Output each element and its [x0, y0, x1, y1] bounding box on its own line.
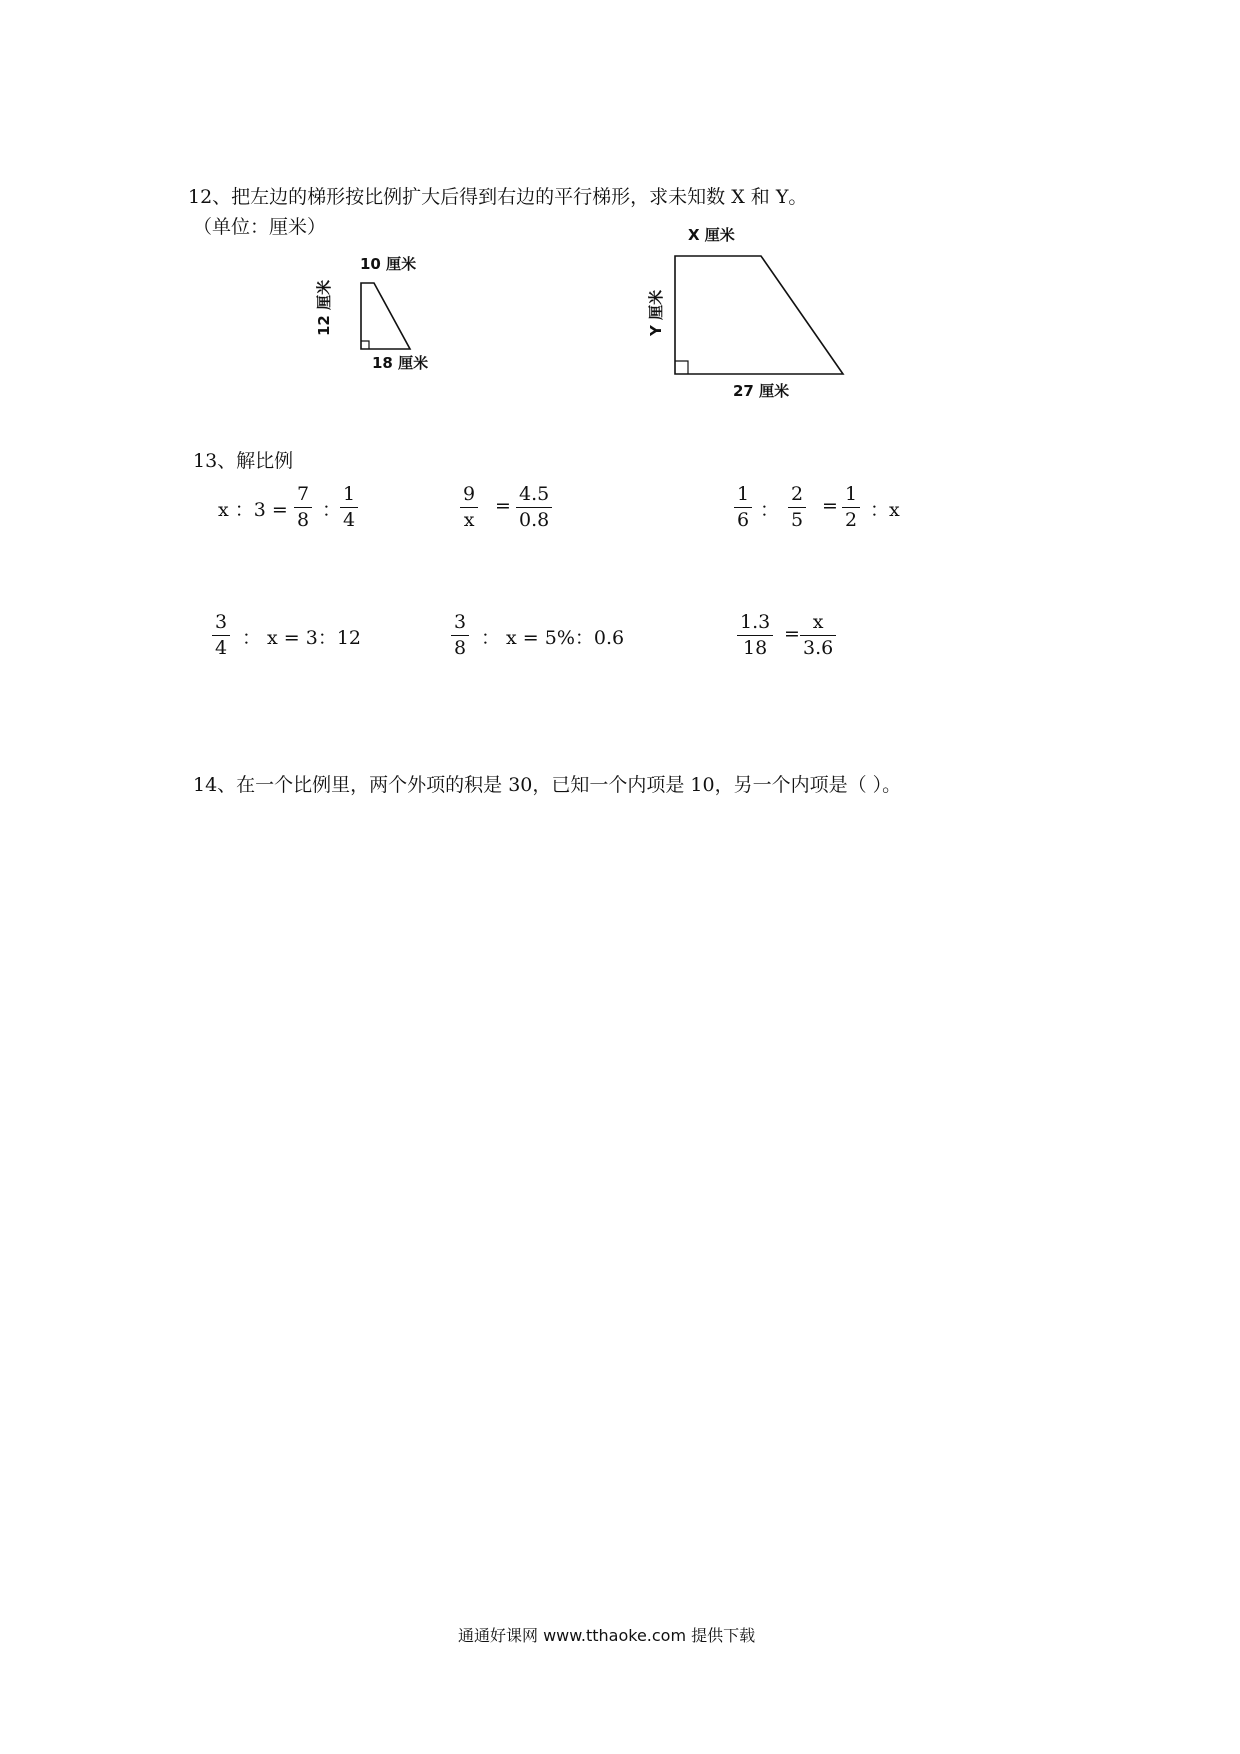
p3-fraction-2 — [788, 482, 806, 532]
small-right-angle — [361, 341, 369, 349]
p4-tail: ： x = 3：12 — [242, 627, 362, 649]
p2-fraction-1 — [460, 482, 478, 532]
p1-lhs: x ：3 = — [218, 499, 288, 521]
p1-f2-numerator: 1 — [343, 483, 356, 505]
q14-text: 14、在一个比例里，两个外项的积是 30，已知一个内项是 10，另一个内项是（ ）。 — [193, 774, 902, 796]
large-trapezoid — [675, 256, 843, 374]
p6-f1-denominator: 18 — [743, 637, 768, 659]
p6-equals: = — [784, 623, 800, 645]
large-right-angle — [675, 361, 688, 374]
p4-f1-numerator: 3 — [215, 611, 228, 633]
p5-fraction-1 — [451, 610, 469, 660]
p3-fraction-1 — [734, 482, 752, 532]
p1-f1-numerator: 7 — [297, 483, 310, 505]
p3-equals: = — [822, 495, 838, 517]
p3-f3-denominator: 2 — [845, 509, 858, 531]
p4-fraction-1 — [212, 610, 230, 660]
p1-fraction-2 — [340, 482, 358, 532]
p3-f3-numerator: 1 — [845, 483, 858, 505]
p1-ratio-sign: ： — [322, 499, 342, 521]
p2-fraction-2 — [516, 482, 552, 532]
p3-f2-numerator: 2 — [791, 483, 804, 505]
small-bottom-label: 18 厘米 — [372, 354, 429, 372]
p5-f1-denominator: 8 — [454, 637, 467, 659]
p2-equals: = — [495, 495, 511, 517]
p3-f1-numerator: 1 — [737, 483, 750, 505]
p3-tail: ：x — [870, 499, 900, 521]
p6-f1-numerator: 1.3 — [740, 611, 771, 633]
p6-f2-denominator: 3.6 — [803, 637, 834, 659]
page-footer: 通通好课网 www.tthaoke.com 提供下载 — [458, 1626, 756, 1645]
p1-fraction-1 — [294, 482, 312, 532]
p2-f2-numerator: 4.5 — [519, 483, 550, 505]
p6-fraction-2 — [800, 610, 836, 660]
p5-tail: ： x = 5%：0.6 — [481, 627, 625, 649]
p4-f1-denominator: 4 — [215, 637, 228, 659]
large-bottom-label: 27 厘米 — [733, 382, 790, 400]
small-trapezoid — [361, 283, 410, 349]
small-height-label: 12 厘米 — [315, 279, 333, 336]
p6-fraction-1 — [737, 610, 773, 660]
p2-f2-denominator: 0.8 — [519, 509, 550, 531]
large-height-label: Y 厘米 — [647, 289, 665, 336]
p1-f2-denominator: 4 — [343, 509, 356, 531]
large-top-label: X 厘米 — [688, 226, 735, 244]
p3-f2-denominator: 5 — [791, 509, 804, 531]
p3-fraction-3 — [842, 482, 860, 532]
p6-f2-numerator: x — [812, 611, 824, 633]
p3-f1-denominator: 6 — [737, 509, 750, 531]
small-top-label: 10 厘米 — [360, 255, 417, 273]
p2-f1-denominator: x — [463, 509, 475, 531]
p3-ratio-sign: ： — [760, 499, 780, 521]
q12-unit: （单位：厘米） — [193, 216, 327, 238]
p2-f1-numerator: 9 — [463, 483, 476, 505]
p5-f1-numerator: 3 — [454, 611, 467, 633]
q12-text: 12、把左边的梯形按比例扩大后得到右边的平行梯形，求未知数 X 和 Y。 — [188, 186, 808, 208]
p1-f1-denominator: 8 — [297, 509, 310, 531]
q13-title: 13、解比例 — [193, 450, 294, 472]
